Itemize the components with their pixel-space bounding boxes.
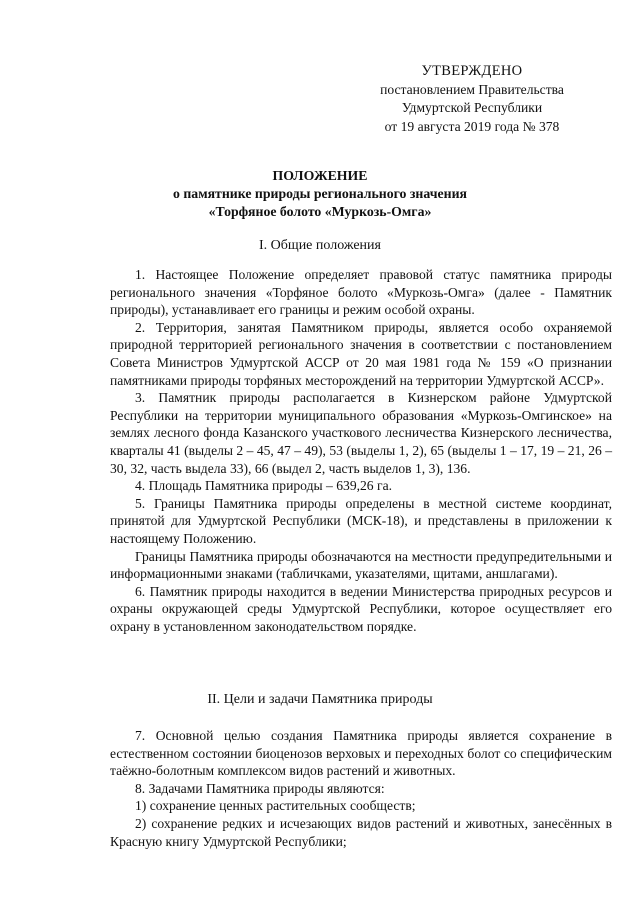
- approval-line-2: Удмуртской Республики: [401, 100, 543, 115]
- paragraph-5-signs: Границы Памятника природы обозначаются на местности предупредительными и информационными знаками (табличками, указателями, щитами, аншлагами).: [110, 548, 612, 582]
- paragraph-6: 6. Памятник природы находится в ведении Министерства природных ресурсов и охраны окружающей среды Удмуртской Республики, которое осуществляет его охрану в установленном законодательством порядке.: [110, 583, 612, 634]
- section-2-heading: II. Цели и задачи Памятника природы: [207, 692, 433, 707]
- approval-line-1: постановлением Правительства: [380, 81, 564, 97]
- paragraph-7: 7. Основной целью создания Памятника природы является сохранение в естественном состоянии биоценозов верховых и переходных болот со специфическим таёжно-болотным комплексом видов растений и животных.: [110, 728, 612, 779]
- title-line-2: о памятнике природы регионального значения: [173, 186, 467, 201]
- task-2: 2) сохранение редких и исчезающих видов растений и животных, занесённых в Красную книгу Удмуртской Республики;: [110, 815, 612, 849]
- title-line-1: ПОЛОЖЕНИЕ: [272, 168, 368, 183]
- section-1-body: [110, 266, 612, 635]
- paragraph-8: 8. Задачами Памятника природы являются:: [135, 780, 385, 796]
- paragraph-1: 1. Настоящее Положение определяет правовой статус памятника природы регионального значения «Торфяное болото «Муркозь-Омга» (далее - Памятник природы), устанавливает его границы и режим особой охраны.: [110, 267, 612, 318]
- approval-block: [342, 62, 602, 136]
- paragraph-4: 4. Площадь Памятника природы – 639,26 га.: [135, 478, 393, 494]
- paragraph-5: 5. Границы Памятника природы определены в местной системе координат, принятой для Удмуртской Республики (МСК-18), и представлены в приложении к настоящему Положению.: [110, 495, 612, 546]
- section-1-heading: I. Общие положения: [259, 238, 381, 253]
- title-line-3: «Торфяное болото «Муркозь-Омга»: [208, 204, 432, 219]
- section-2-body: [110, 727, 612, 850]
- approval-heading: УТВЕРЖДЕНО: [421, 63, 523, 79]
- task-1: 1) сохранение ценных растительных сообществ;: [135, 798, 416, 814]
- approval-line-3: от 19 августа 2019 года № 378: [384, 118, 560, 134]
- paragraph-2: 2. Территория, занятая Памятником природы, является особо охраняемой природной территорией регионального значения в соответствии с постановлением Совета Министров Удмуртской АССР от 20 мая 1981 года № 159 «О признании памятниками природы торфяных месторождений на территории Удмуртской АССР».: [110, 319, 612, 388]
- paragraph-3: 3. Памятник природы располагается в Кизнерском районе Удмуртской Республики на территории муниципального образования «Муркозь-Омгинское» на землях лесного фонда Казанского участкового лесничества Кизнерского лесничества, кварталы 41 (выделы 2 – 45, 47 – 49), 53 (выделы 1, 2), 65 (выделы 1 – 17, 19 – 21, 26 – 30, 32, часть выдела 33), 66 (выдел 2, часть выделов 1, 3), 136.: [110, 390, 612, 476]
- document-title: [0, 167, 640, 221]
